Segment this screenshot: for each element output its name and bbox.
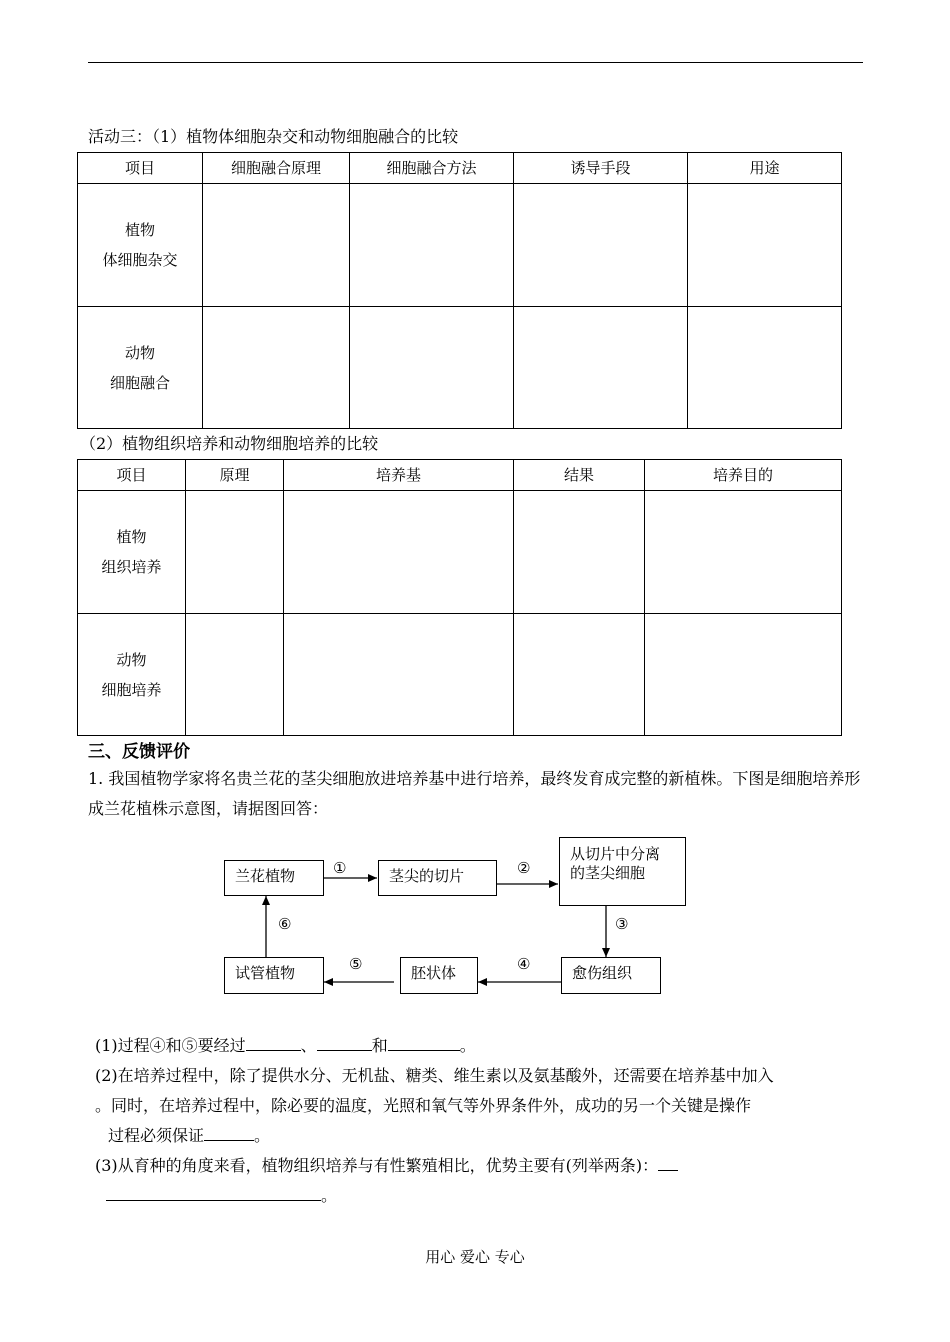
question-text: 。: [459, 1036, 476, 1055]
empty-cell: [186, 491, 284, 614]
question-3-line-1: [95, 1151, 865, 1181]
empty-cell: [203, 184, 350, 307]
empty-cell: [514, 184, 688, 307]
header-cell: 培养基: [284, 460, 514, 491]
answer-blank[interactable]: [204, 1122, 254, 1141]
node-orchid-plant: 兰花植物: [224, 860, 324, 896]
empty-cell: [284, 614, 514, 736]
answer-blank[interactable]: [388, 1032, 460, 1051]
header-cell: 项目: [78, 460, 186, 491]
table-row: [78, 614, 842, 736]
empty-cell: [688, 307, 842, 429]
node-stem-tip-slice: 茎尖的切片: [378, 860, 497, 896]
header-cell: 用途: [688, 153, 842, 184]
row-label: [78, 184, 203, 307]
header-cell: 诱导手段: [514, 153, 688, 184]
row-label-line: 细胞融合: [109, 373, 170, 392]
empty-cell: [514, 307, 688, 429]
step-1-label: ①: [333, 859, 347, 877]
empty-cell: [645, 491, 842, 614]
row-label: [78, 614, 186, 736]
comparison-table-culture: [77, 459, 842, 736]
empty-cell: [203, 307, 350, 429]
table-header-row: [78, 460, 842, 491]
header-cell: 原理: [186, 460, 284, 491]
step-3-label: ③: [615, 915, 629, 933]
row-label-line: 动物: [124, 343, 155, 362]
question-text: 。: [321, 1186, 338, 1205]
question-text: (1)过程④和⑤要经过: [95, 1036, 246, 1055]
page-footer: 用心 爱心 专心: [425, 1248, 525, 1266]
header-rule: [88, 62, 863, 63]
section-heading: 三、反馈评价: [88, 742, 190, 762]
row-label-line: 体细胞杂交: [102, 251, 178, 269]
answer-blank[interactable]: [658, 1152, 678, 1171]
question-1: [95, 1031, 865, 1061]
row-label-line: 植物: [124, 221, 155, 239]
step-4-label: ④: [517, 955, 531, 973]
empty-cell: [514, 614, 645, 736]
header-cell: 项目: [78, 153, 203, 184]
row-label-line: 组织培养: [101, 558, 162, 576]
node-isolated-cells: [559, 837, 686, 906]
step-5-label: ⑤: [349, 955, 363, 973]
question-text: (3)从育种的角度来看，植物组织培养与有性繁殖相比，优势主要有(列举两条)：: [95, 1156, 659, 1175]
header-cell: 培养目的: [645, 460, 842, 491]
question-text: 。: [254, 1126, 271, 1145]
node-line: 从切片中分离: [570, 845, 661, 863]
empty-cell: [645, 614, 842, 736]
header-cell: 细胞融合原理: [203, 153, 350, 184]
node-tube-plant: 试管植物: [224, 957, 324, 994]
empty-cell: [284, 491, 514, 614]
answer-blank[interactable]: [317, 1032, 372, 1051]
question-2-line-3: [108, 1121, 878, 1151]
row-label: [78, 491, 186, 614]
header-cell: 结果: [514, 460, 645, 491]
question-intro: 1. 我国植物学家将名贵兰花的茎尖细胞放进培养基中进行培养，最终发育成完整的新植株。下图是细胞培养形成兰花植株示意图，请据图回答：: [88, 769, 861, 818]
empty-cell: [688, 184, 842, 307]
question-text: 、: [300, 1036, 317, 1055]
table-row: [78, 307, 842, 429]
row-label: [78, 307, 203, 429]
table-row: [78, 184, 842, 307]
row-label-line: 植物: [116, 528, 147, 546]
answer-blank[interactable]: [246, 1032, 301, 1051]
question-2-line-2: 。同时，在培养过程中，除必要的温度，光照和氧气等外界条件外，成功的另一个关键是操作: [95, 1096, 752, 1115]
row-label-line: 细胞培养: [101, 680, 162, 699]
empty-cell: [514, 491, 645, 614]
question-text: 过程必须保证: [108, 1126, 205, 1145]
empty-cell: [350, 307, 514, 429]
node-embryoid: 胚状体: [400, 957, 478, 994]
header-cell: 细胞融合方法: [350, 153, 514, 184]
activity-title: 活动三：（1）植物体细胞杂交和动物细胞融合的比较: [88, 127, 459, 146]
empty-cell: [186, 614, 284, 736]
culture-flow-diagram: [0, 830, 950, 1010]
question-3-line-2: [106, 1181, 876, 1211]
question-text: 和: [371, 1036, 388, 1055]
row-label-line: 动物: [116, 650, 147, 669]
question-2-line-1: (2)在培养过程中，除了提供水分、无机盐、糖类、维生素以及氨基酸外，还需要在培养基中加入: [95, 1066, 774, 1085]
empty-cell: [350, 184, 514, 307]
table-row: [78, 491, 842, 614]
table-header-row: [78, 153, 842, 184]
comparison-table-fusion: [77, 152, 842, 429]
node-line: 的茎尖细胞: [570, 864, 646, 882]
answer-blank[interactable]: [106, 1182, 321, 1201]
step-2-label: ②: [517, 859, 531, 877]
step-6-label: ⑥: [278, 915, 292, 933]
node-callus: 愈伤组织: [561, 957, 661, 994]
table2-title: （2）植物组织培养和动物细胞培养的比较: [80, 434, 379, 453]
